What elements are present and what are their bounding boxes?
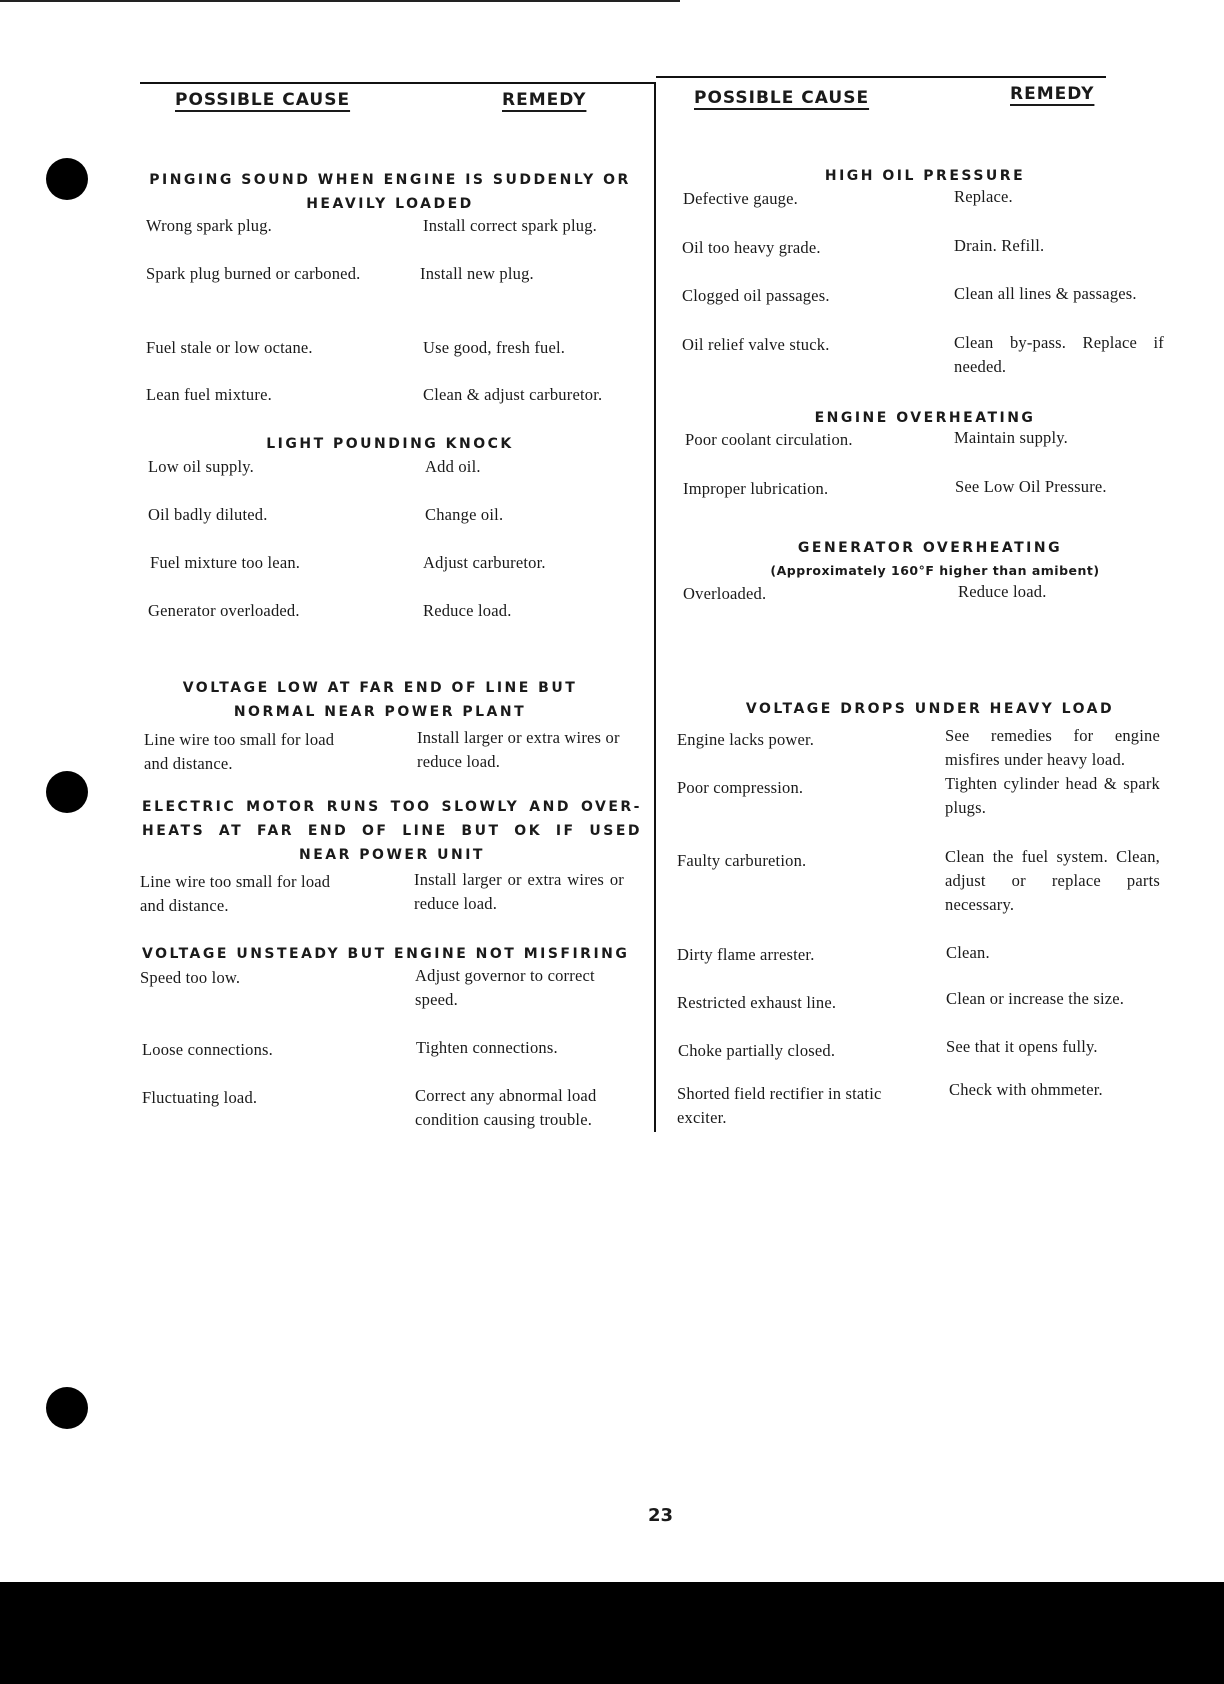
cause-cell: Line wire too small for load and distance. <box>140 872 331 915</box>
remedy-cell: Adjust carburetor. <box>423 553 546 572</box>
remedy-cell: Install new plug. <box>420 264 534 283</box>
cause-cell: Spark plug burned or carboned. <box>146 264 361 283</box>
page-number: 23 <box>648 1505 674 1526</box>
column-divider <box>654 82 656 1132</box>
remedy-cell: Reduce load. <box>958 582 1047 601</box>
right-remedy-header: REMEDY <box>1010 84 1095 104</box>
section-title: VOLTAGE DROPS UNDER HEAVY LOAD <box>745 701 1115 717</box>
cause-cell: Shorted field rectifier in static exciter. <box>677 1084 882 1127</box>
section-title: LIGHT POUNDING KNOCK <box>266 436 514 452</box>
left-remedy-header: REMEDY <box>502 90 587 110</box>
remedy-cell: Clean or increase the size. <box>946 989 1125 1008</box>
section-title: HIGH OIL PRESSURE <box>824 168 1026 184</box>
cause-cell: Improper lubrication. <box>683 479 829 498</box>
cause-cell: Dirty flame arrester. <box>677 945 815 964</box>
remedy-cell: Install larger or extra wires or reduce load. <box>417 728 620 771</box>
remedy-cell: Clean by-pass. Replace if needed. <box>954 333 1164 376</box>
remedy-cell: Use good, fresh fuel. <box>423 338 566 357</box>
section-title: VOLTAGE LOW AT FAR END OF LINE BUT NORMAL NEAR POWER PLANT <box>182 680 578 720</box>
top-edge-line <box>0 0 680 2</box>
remedy-cell: Clean all lines & passages. <box>954 284 1137 303</box>
cause-cell: Oil relief valve stuck. <box>682 335 830 354</box>
remedy-cell: Clean & adjust carburetor. <box>423 385 603 404</box>
cause-cell: Engine lacks power. <box>677 730 815 749</box>
remedy-cell: Reduce load. <box>423 601 512 620</box>
cause-cell: Generator overloaded. <box>148 601 300 620</box>
cause-cell: Loose connections. <box>142 1040 273 1059</box>
remedy-cell: See Low Oil Pressure. <box>955 477 1107 496</box>
section-title: PINGING SOUND WHEN ENGINE IS SUDDENLY OR HEAVILY LOADED <box>149 172 631 212</box>
right-cause-header: POSSIBLE CAUSE <box>694 88 870 108</box>
remedy-cell: Drain. Refill. <box>954 236 1045 255</box>
remedy-cell: Add oil. <box>425 457 481 476</box>
section-title: VOLTAGE UNSTEADY BUT ENGINE NOT MISFIRING <box>142 946 630 962</box>
remedy-cell: Install correct spark plug. <box>423 216 598 235</box>
cause-cell: Fluctuating load. <box>142 1088 258 1107</box>
cause-cell: Oil badly diluted. <box>148 505 268 524</box>
cause-cell: Lean fuel mixture. <box>146 385 272 404</box>
cause-cell: Faulty carburetion. <box>677 851 807 870</box>
binder-hole-middle <box>46 771 88 813</box>
binder-hole-top <box>46 158 88 200</box>
remedy-cell: Install larger or extra wires or reduce load. <box>414 870 624 913</box>
cause-cell: Choke partially closed. <box>678 1041 836 1060</box>
left-header-rule <box>140 82 654 84</box>
cause-cell: Defective gauge. <box>683 189 798 208</box>
cause-cell: Line wire too small for load and distance. <box>144 730 335 773</box>
cause-cell: Wrong spark plug. <box>146 216 273 235</box>
remedy-cell: Change oil. <box>425 505 504 524</box>
remedy-cell: Replace. <box>954 187 1013 206</box>
remedy-cell: Tighten connections. <box>416 1038 558 1057</box>
section-title: ELECTRIC MOTOR RUNS TOO SLOWLY AND OVER-HEATS AT FAR END OF LINE BUT OK IF USED NEAR POWER UNIT <box>142 799 642 863</box>
remedy-cell: Check with ohmmeter. <box>949 1080 1103 1099</box>
cause-cell: Poor coolant circulation. <box>685 430 853 449</box>
remedy-cell: Clean the fuel system. Clean, adjust or replace parts necessary. <box>945 847 1160 914</box>
cause-cell: Fuel mixture too lean. <box>150 553 301 572</box>
left-cause-header: POSSIBLE CAUSE <box>175 90 351 110</box>
remedy-cell: Maintain supply. <box>954 428 1068 447</box>
section-title: ENGINE OVERHEATING <box>814 410 1036 426</box>
cause-cell: Clogged oil passages. <box>682 286 830 305</box>
cause-cell: Fuel stale or low octane. <box>146 338 313 357</box>
cause-cell: Restricted exhaust line. <box>677 993 837 1012</box>
remedy-cell: Correct any abnormal load condition causing trouble. <box>415 1086 597 1129</box>
cause-cell: Overloaded. <box>683 584 767 603</box>
binder-hole-bottom <box>46 1387 88 1429</box>
cause-cell: Speed too low. <box>140 968 241 987</box>
cause-cell: Oil too heavy grade. <box>682 238 821 257</box>
remedy-cell: See remedies for engine misfires under heavy load. <box>945 726 1160 769</box>
section-title: GENERATOR OVERHEATING <box>797 540 1063 556</box>
section-subtitle: (Approximately 160°F higher than amibent) <box>770 563 1100 578</box>
remedy-cell: Adjust governor to correct speed. <box>415 966 595 1009</box>
cause-cell: Low oil supply. <box>148 457 254 476</box>
scan-bottom-band <box>0 1582 1224 1684</box>
remedy-cell: Clean. <box>946 943 990 962</box>
right-header-rule <box>656 76 1106 78</box>
remedy-cell: See that it opens fully. <box>946 1037 1098 1056</box>
remedy-cell: Tighten cylinder head & spark plugs. <box>945 774 1160 817</box>
cause-cell: Poor compression. <box>677 778 804 797</box>
